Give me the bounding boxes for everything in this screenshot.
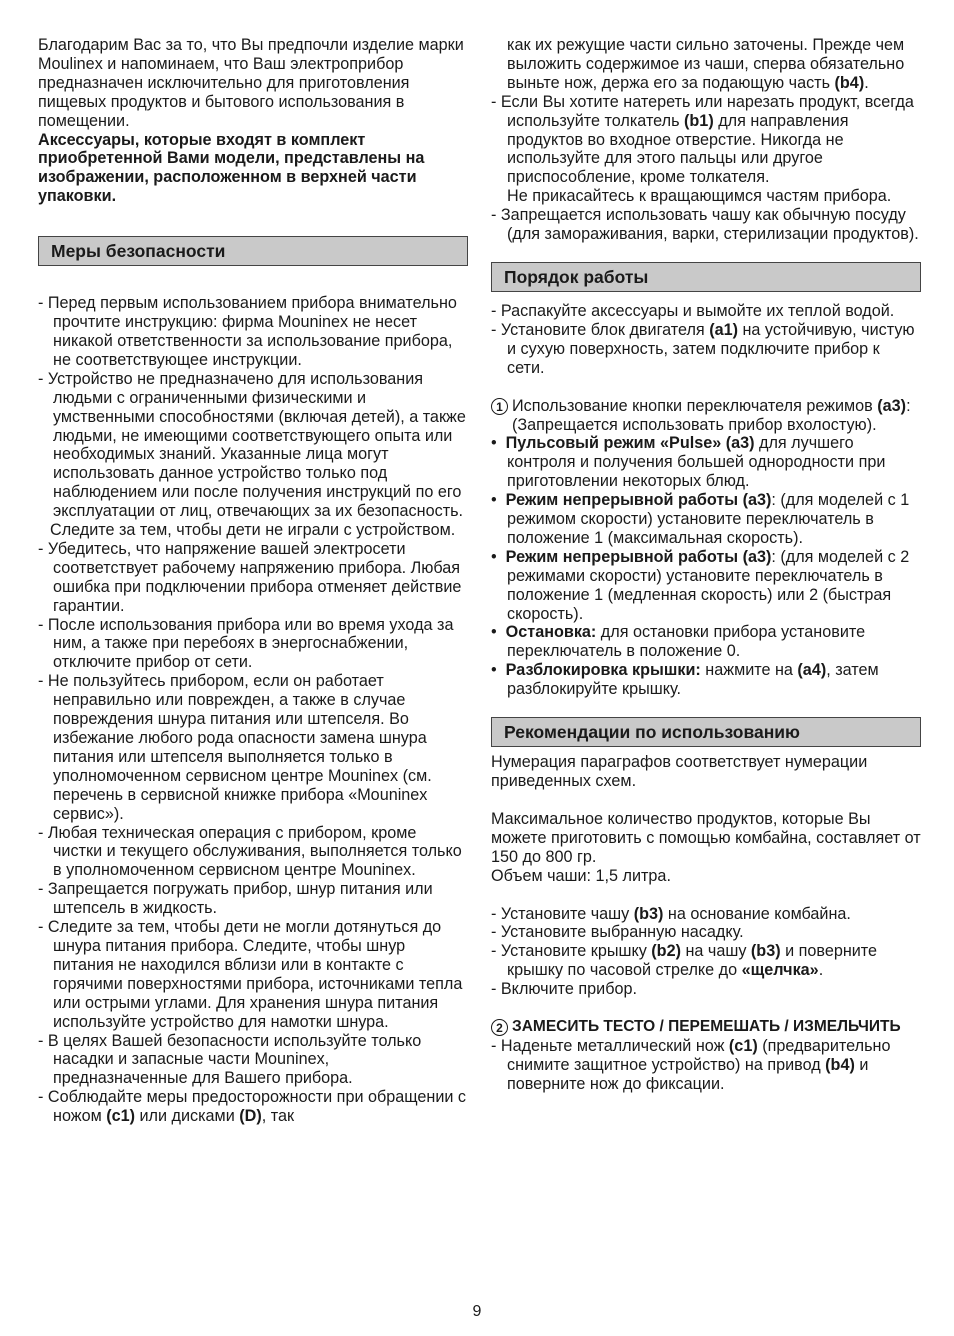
switch-text: Использование кнопки переключателя режимов xyxy=(512,396,878,415)
pusher-text: для направления продуктов во входное отверстие. Никогда не используйте для этого пальцы или другое приспособление, кроме толкателя. xyxy=(507,111,849,187)
mode-desc: , затем разблокируйте крышку. xyxy=(507,661,879,699)
safety-item: - Не пользуйтесь прибором, если он работает неправильно или поврежден, а также в случае повреждения шнура питания или штепселя. Во избежание любого рода опасности замена шнура питания или штепселя выполняется только в уполномоченном сервисном центре Mouninex (см. перечень в сервисной книжке прибора «Mouninex сервис»). xyxy=(38,672,432,823)
operation-step: - Распакуйте аксессуары и вымойте их теплой водой. xyxy=(491,301,895,320)
bullet-icon: • xyxy=(491,661,497,680)
operation-step xyxy=(491,321,921,378)
recommendations-heading: Рекомендации по использованию xyxy=(491,717,921,747)
mode-bullet xyxy=(491,661,921,699)
safety-item-bowl: - Запрещается использовать чашу как обычную посуду (для замораживания, варки, стерилизации продуктов). xyxy=(491,206,919,244)
step-text: - Наденьте металлический нож xyxy=(491,1036,729,1055)
operation-text: на устойчивую, чистую и сухую поверхность, затем подключите прибор к сети. xyxy=(507,320,915,377)
safety-item: - Любая техническая операция с прибором, кроме чистки и текущего обслуживания, выполняется только в уполномоченном сервисном центре Mouninex. xyxy=(38,823,462,880)
dough-section-heading: ЗАМЕСИТЬ ТЕСТО / ПЕРЕМЕШАТЬ / ИЗМЕЛЬЧИТЬ xyxy=(512,1018,901,1036)
ref-c1: (c1) xyxy=(728,1036,758,1055)
bullet-icon: • xyxy=(491,491,497,510)
knife-warning-continuation xyxy=(491,36,921,93)
safety-item: - Запрещается погружать прибор, шнур питания или штепсель в жидкость. xyxy=(38,880,433,918)
operation-text: - Установите блок двигателя xyxy=(491,320,710,339)
ref-b1: (b1) xyxy=(684,111,714,130)
intro-text: Благодарим Вас за то, что Вы предпочли изделие марки Moulinex и напоминаем, что Ваш электроприбор предназначен исключительно для приготовления пищевых продуктов и бытового использования в помещении. xyxy=(38,36,464,130)
bullet-icon: • xyxy=(491,434,497,453)
safety-item: - Перед первым использованием прибора внимательно прочтите инструкцию: фирма Mouninex не несет никакой ответственности за использование прибора, не соответствующее инструкции. xyxy=(38,294,457,369)
mode-name: Остановка: xyxy=(505,623,597,642)
mode-bullet xyxy=(491,548,921,624)
safety-item: - В целях Вашей безопасности используйте только насадки и запасные части Mouninex, предназначенные для Вашего прибора. xyxy=(38,1031,422,1088)
assembly-step xyxy=(491,942,921,980)
assembly-step: - Включите прибор. xyxy=(491,980,637,999)
ref-a4: (a4) xyxy=(797,661,827,680)
dough-section-title xyxy=(491,1018,921,1037)
mode-desc: : (для моделей с 2 режимами скорости) установите переключатель в положение 1 (медленная скорость) или 2 (быстрая скорость). xyxy=(507,547,910,623)
step-text: и поверните крышку по часовой стрелке до xyxy=(507,942,878,980)
mode-bullet-list xyxy=(491,434,921,699)
pusher-text: - Если Вы хотите натереть или нарезать продукт, всегда используйте толкатель xyxy=(491,92,914,130)
circled-number-two-icon: 2 xyxy=(491,1019,508,1036)
numbering-note: Нумерация параграфов соответствует нумерации приведенных схем. xyxy=(491,753,868,790)
bullet-icon: • xyxy=(491,623,497,642)
click-word: «щелчка» xyxy=(741,961,819,980)
mode-desc: нажмите на xyxy=(700,661,798,680)
mode-desc: для лучшего контроля и получения большей однородности при приготовлении некоторых блюд. xyxy=(507,434,886,491)
knife-step xyxy=(491,1037,921,1094)
step-text: и поверните нож до фиксации. xyxy=(507,1055,869,1093)
safety-note: Следите за тем, чтобы дети не играли с устройством. xyxy=(50,521,456,540)
page-number: 9 xyxy=(472,1303,482,1320)
continuation-text: как их режущие части сильно заточены. Прежде чем выложить содержимое из чаши, сперва обязательно выньте нож, держа его за подающую часть xyxy=(507,36,905,92)
ref-d: (D) xyxy=(239,1107,262,1126)
safety-heading: Меры безопасности xyxy=(38,236,468,266)
capacity-note: Максимальное количество продуктов, которые Вы можете приготовить с помощью комбайна, составляет от 150 до 800 гр. xyxy=(491,809,921,866)
left-column xyxy=(38,36,468,1126)
right-column xyxy=(491,36,921,1094)
step-text: (предварительно снимите защитное устройство) на привод xyxy=(507,1036,891,1074)
mode-name: Режим непрерывной работы (a3) xyxy=(505,491,772,510)
step-text: - Установите крышку xyxy=(491,942,652,961)
ref-c1: (c1) xyxy=(106,1107,136,1126)
intro-accessories-note: Аксессуары, которые входят в комплект приобретенной Вами модели, представлены на изображении, расположенном в верхней части упаковки. xyxy=(38,130,425,206)
mode-name: Пульсовый режим «Pulse» (a3) xyxy=(505,434,755,453)
safety-item: - Убедитесь, что напряжение вашей электросети соответствует рабочему напряжению прибора. Любая ошибка при подключении прибора отменяет действие гарантии. xyxy=(38,539,462,615)
safety-item: - Следите за тем, чтобы дети не могли дотянуться до шнура питания прибора. Следите, чтобы шнур питания не находился вблизи или в контакте с горячими поверхностями прибора, источниками тепла или острыми углами. Для хранения шнура питания используйте устройство для намотки шнура. xyxy=(38,918,463,1031)
step-text: на чашу xyxy=(680,942,751,961)
knife-warning-text: , так xyxy=(261,1107,295,1126)
operation-heading: Порядок работы xyxy=(491,262,921,292)
continuation-text: . xyxy=(864,73,869,92)
mode-desc: для остановки прибора установите переключатель в положение 0. xyxy=(507,623,866,661)
ref-b4: (b4) xyxy=(825,1055,855,1074)
knife-warning-text: или дисками xyxy=(135,1107,240,1126)
ref-b3: (b3) xyxy=(750,942,781,961)
switch-text: : (Запрещается использовать прибор вхолостую). xyxy=(512,396,911,434)
bowl-volume-note: Объем чаши: 1,5 литра. xyxy=(491,866,671,885)
ref-a1: (a1) xyxy=(709,320,738,339)
bullet-icon: • xyxy=(491,547,497,566)
step-text: . xyxy=(818,961,824,980)
ref-b4: (b4) xyxy=(834,73,865,92)
circled-number-one-icon: 1 xyxy=(491,398,508,415)
mode-bullet xyxy=(491,623,921,661)
switch-usage-section xyxy=(491,397,921,435)
step-text: - Установите чашу xyxy=(491,904,634,923)
mode-name: Режим непрерывной работы (a3) xyxy=(505,547,772,566)
ref-a3: (a3) xyxy=(877,396,907,415)
knife-warning-text: - Соблюдайте меры предосторожности при обращении с ножом xyxy=(38,1088,467,1126)
mode-name: Разблокировка крышки: xyxy=(505,661,701,680)
switch-usage-text xyxy=(512,397,921,435)
step-text: на основание комбайна. xyxy=(663,904,851,923)
safety-item-knife xyxy=(38,1088,468,1126)
assembly-step: - Установите выбранную насадку. xyxy=(491,923,744,942)
ref-b2: (b2) xyxy=(651,942,681,961)
safety-list xyxy=(38,294,468,1126)
rotating-parts-note: Не прикасайтесь к вращающимся частям прибора. xyxy=(507,187,892,206)
safety-item: - Устройство не предназначено для использования людьми с ограниченными физическими и умственными способностями (включая детей), а также людьми, не имеющими соответствующего опыта или необходимых знаний. Указанные лица могут использовать данное устройство только под наблюдением или после получения инструкций по его эксплуатации от лиц, отвечающих за их безопасность. xyxy=(38,369,466,521)
safety-item: - После использования прибора или во время ухода за ним, а также при перебоях в энергоснабжении, отключите прибор от сети. xyxy=(38,615,454,672)
mode-bullet xyxy=(491,491,921,548)
safety-item-pusher xyxy=(491,93,921,188)
mode-desc: : (для моделей с 1 режимом скорости) установите переключатель в положение 1 (максимальная скорость). xyxy=(507,491,910,547)
assembly-step xyxy=(491,905,921,924)
mode-bullet xyxy=(491,434,921,491)
ref-b3: (b3) xyxy=(633,904,664,923)
